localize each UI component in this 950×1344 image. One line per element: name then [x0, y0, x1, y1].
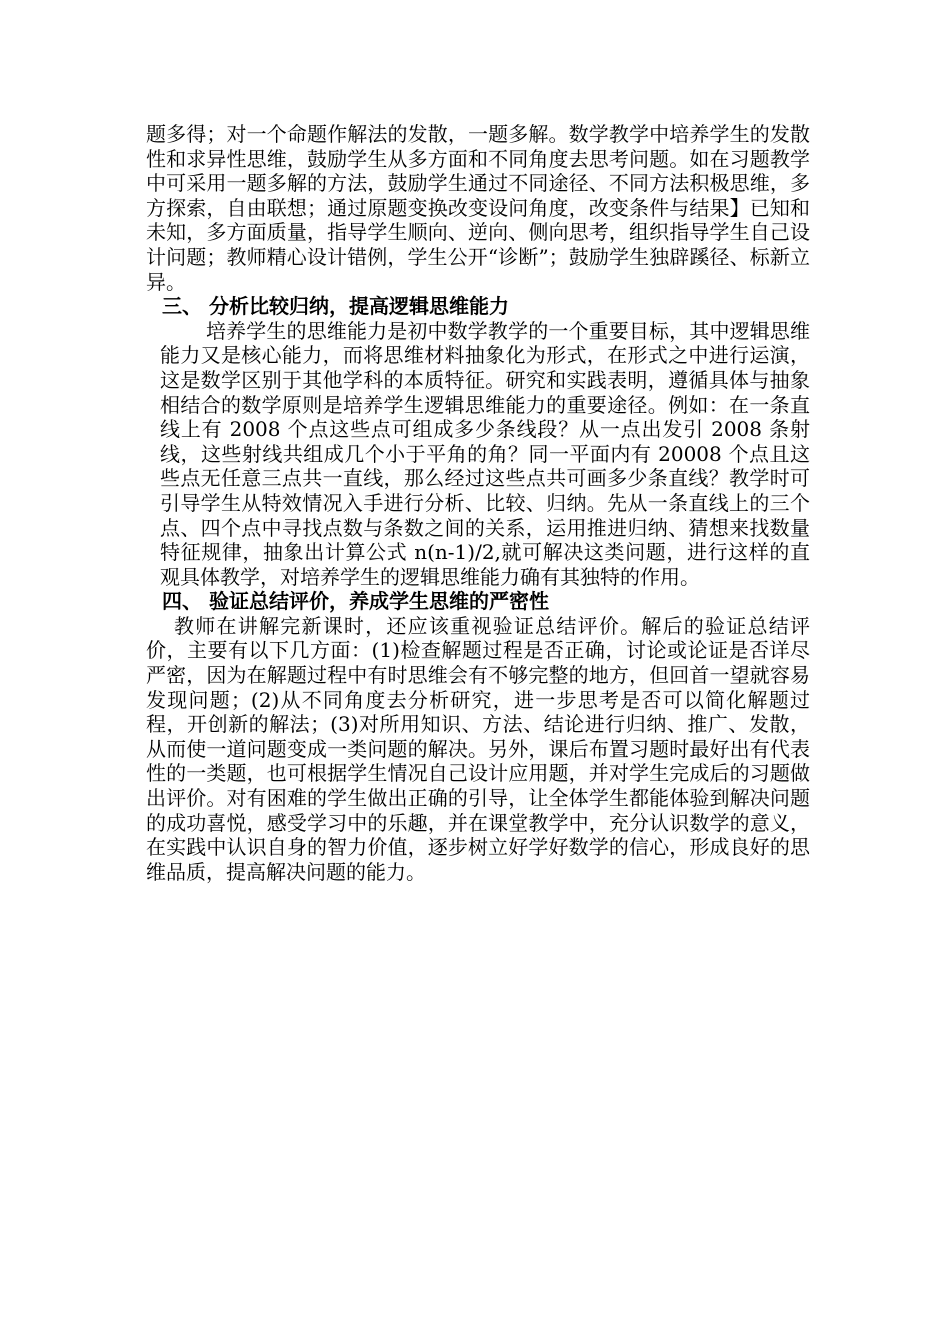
paragraph-verification: 教师在讲解完新课时，还应该重视验证总结评价。解后的验证总结评价，主要有以下几方面：(1)检查解题过程是否正确，讨论或论证是否详尽严密，因为在解题过程中有时思维会有不够完整的地方，但回首一望就容易发现问题；(2)从不同角度去分析研究，进一步思考是否可以简化解题过程，开创新的解法；(3)对所用知识、方法、结论进行归纳、推广、发散，从而使一道问题变成一类问题的解决。另外，课后布置习题时最好出有代表性的一类题，也可根据学生情况自己设计应用题，并对学生完成后的习题做出评价。对有困难的学生做出正确的引导，让全体学生都能体验到解决问题的成功喜悦，感受学习中的乐趣，并在课堂教学中，充分认识数学的意义，在实践中认识自身的智力价值，逐步树立好学好数学的信心，形成良好的思维品质，提高解决问题的能力。: [146, 613, 810, 884]
document-body: [146, 122, 810, 884]
section-heading-4: 四、 验证总结评价，养成学生思维的严密性: [162, 589, 549, 614]
paragraph-divergent-thinking: 题多得；对一个命题作解法的发散，一题多解。数学教学中培养学生的发散性和求异性思维，鼓励学生从多方面和不同角度去思考问题。如在习题教学中可采用一题多解的方法，鼓励学生通过不同途径、不同方法积极思维，多方探索，自由联想；通过原题变换改变设问角度，改变条件与结果】已知和未知，多方面质量，指导学生顺向、逆向、侧向思考，组织指导学生自己设计问题；教师精心设计错例，学生公开“诊断”；鼓励学生独辟蹊径、标新立异。: [146, 122, 810, 294]
paragraph-logical-thinking: 培养学生的思维能力是初中数学教学的一个重要目标，其中逻辑思维能力又是核心能力，而将思维材料抽象化为形式，在形式之中进行运演，这是数学区别于其他学科的本质特征。研究和实践表明，遵循具体与抽象相结合的数学原则是培养学生逻辑思维能力的重要途径。例如：在一条直线上有 2008 个点这些点可组成多少条线段？从一点出发引 2008 条射线，这些射线共组成几个小于平角的角？同一平面内有 20008 个点且这些点无任意三点共一直线，那么经过这些点共可画多少条直线？教学时可引导学生从特效情况入手进行分析、比较、归纳。先从一条直线上的三个点、四个点中寻找点数与条数之间的关系，运用推进归纳、猜想来找数量特征规律，抽象出计算公式 n(n-1)/2,就可解决这类问题，进行这样的直观具体教学，对培养学生的逻辑思维能力确有其独特的作用。: [160, 318, 810, 589]
section-heading-3: 三、 分析比较归纳，提高逻辑思维能力: [162, 294, 509, 319]
